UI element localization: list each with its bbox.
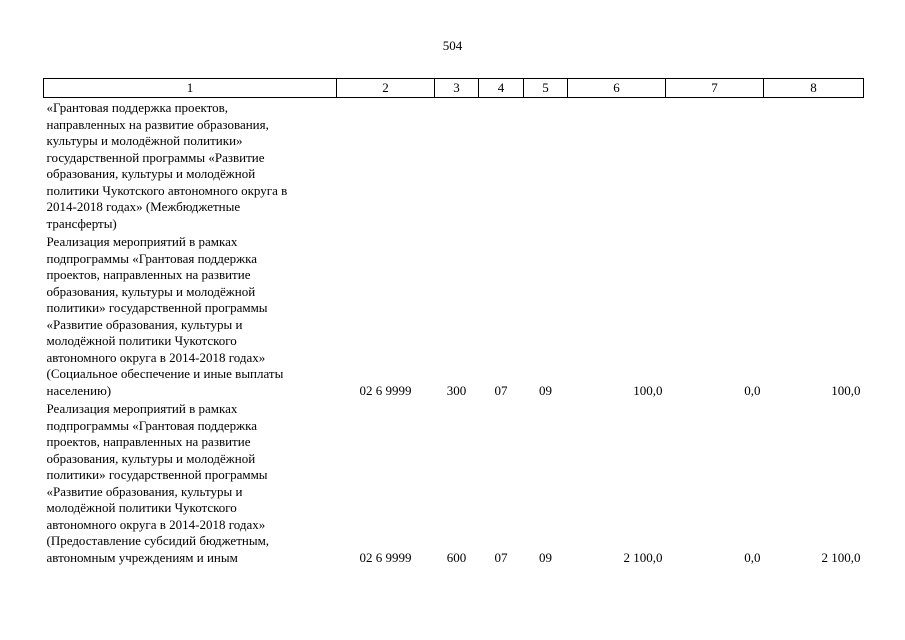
- row-description: [44, 98, 337, 233]
- expense-type-cell: [435, 98, 479, 233]
- description-line: образования, культуры и молодёжной: [46, 450, 256, 466]
- amount-cell-8: [764, 98, 864, 233]
- column-header-7: 7: [666, 79, 764, 98]
- subsection-cell: 09: [539, 549, 552, 565]
- page-number: 504: [442, 38, 463, 53]
- amount-cell-7: 0,0: [744, 549, 761, 565]
- subsection-cell: [524, 98, 568, 233]
- column-header-8: 8: [764, 79, 864, 98]
- section-cell: 07: [494, 549, 508, 565]
- target-article-cell: [337, 98, 435, 233]
- description-line: молодёжной политики Чукотского: [46, 500, 237, 515]
- section-cell: [479, 98, 524, 233]
- description-line: «Развитие образования, культуры и: [46, 316, 243, 332]
- table-row: [44, 98, 864, 233]
- amount-cell-8: 100,0: [831, 382, 861, 398]
- row-description: [44, 399, 337, 566]
- amount-cell-6: 100,0: [633, 382, 663, 398]
- column-header-1: 1: [44, 79, 337, 98]
- header-row: [44, 79, 864, 98]
- description-line: населению): [46, 382, 112, 398]
- description-line: проектов, направленных на развитие: [46, 434, 251, 449]
- description-line: политики» государственной программы: [46, 300, 268, 315]
- description-line: образования, культуры и молодёжной: [46, 283, 256, 299]
- column-header-2: 2: [337, 79, 435, 98]
- description-line: автономным учреждениям и иным: [46, 549, 238, 565]
- amount-cell-7: 0,0: [744, 382, 761, 398]
- row-description: [44, 232, 337, 399]
- amount-cell-7: [666, 98, 764, 233]
- section-cell: 07: [494, 382, 508, 398]
- amount-cell-8: 2 100,0: [821, 549, 861, 565]
- column-header-5: 5: [524, 79, 568, 98]
- table-row: [44, 399, 864, 566]
- description-line: Реализация мероприятий в рамках: [46, 234, 238, 249]
- description-line: подпрограммы «Грантовая поддержка: [46, 417, 258, 433]
- description-line: (Предоставление субсидий бюджетным,: [46, 533, 270, 548]
- description-line: автономного округа в 2014-2018 годах»: [46, 349, 266, 365]
- amount-cell-6: 2 100,0: [623, 549, 663, 565]
- description-line: направленных на развитие образования,: [46, 116, 269, 132]
- amount-cell-6: [568, 98, 666, 233]
- column-header-4: 4: [479, 79, 524, 98]
- budget-table: [43, 78, 864, 566]
- description-line: политики» государственной программы: [46, 467, 268, 482]
- description-line: «Грантовая поддержка проектов,: [46, 100, 229, 115]
- description-line: проектов, направленных на развитие: [46, 267, 251, 282]
- description-line: автономного округа в 2014-2018 годах»: [46, 516, 266, 532]
- description-line: культуры и молодёжной политики»: [46, 133, 243, 148]
- description-line: Реализация мероприятий в рамках: [46, 401, 238, 416]
- target-article-cell: 02 6 9999: [359, 549, 412, 565]
- expense-type-cell: 300: [446, 382, 467, 398]
- description-line: образования, культуры и молодёжной: [46, 166, 256, 181]
- column-header-6: 6: [568, 79, 666, 98]
- description-line: трансферты): [46, 215, 117, 231]
- expense-type-cell: 600: [446, 549, 467, 565]
- column-header-3: 3: [435, 79, 479, 98]
- description-line: государственной программы «Развитие: [46, 149, 265, 165]
- target-article-cell: 02 6 9999: [359, 382, 412, 398]
- subsection-cell: 09: [539, 382, 552, 398]
- description-line: 2014-2018 годах» (Межбюджетные: [46, 199, 241, 214]
- table-row: [44, 232, 864, 399]
- description-line: политики Чукотского автономного округа в: [46, 182, 288, 198]
- description-line: (Социальное обеспечение и иные выплаты: [46, 366, 284, 381]
- description-line: подпрограммы «Грантовая поддержка: [46, 250, 258, 266]
- description-line: молодёжной политики Чукотского: [46, 333, 237, 348]
- description-line: «Развитие образования, культуры и: [46, 483, 243, 499]
